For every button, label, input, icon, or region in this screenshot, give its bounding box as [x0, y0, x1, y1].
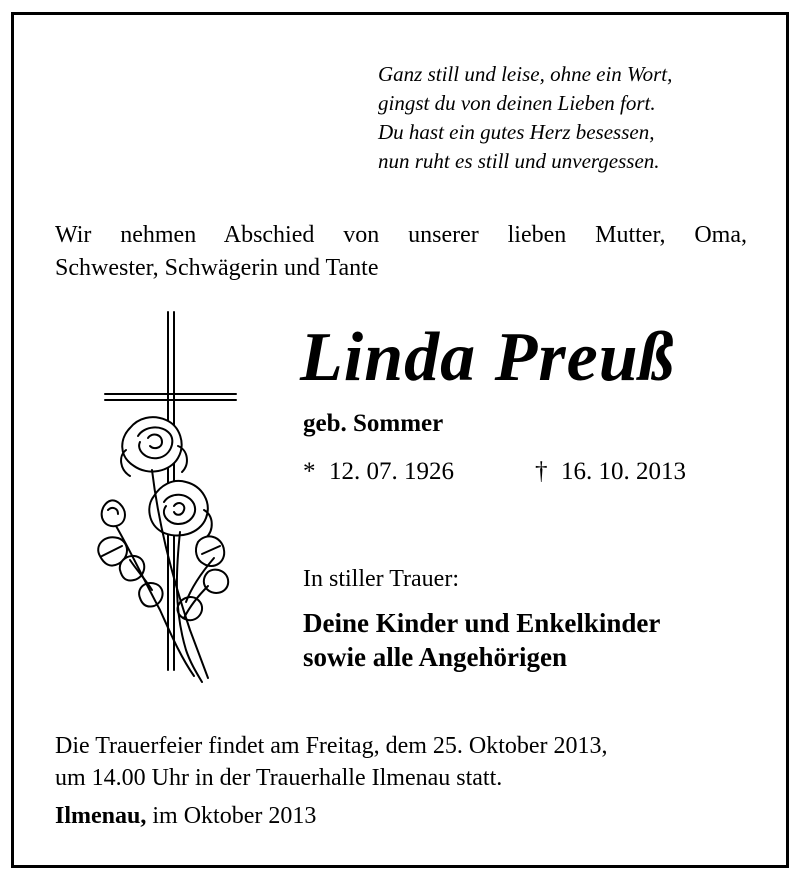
deceased-name: Linda Preuß	[300, 319, 675, 396]
mourners-line-2: sowie alle Angehörigen	[303, 642, 567, 672]
mourning-label: In stiller Trauer:	[303, 566, 459, 592]
poem	[378, 60, 778, 176]
poem-line: nun ruht es still und unvergessen.	[378, 149, 660, 173]
death-date: 16. 10. 2013	[561, 458, 686, 485]
closing-place: Ilmenau,	[55, 803, 147, 829]
farewell-intro	[55, 219, 747, 285]
poem-line: Du hast ein gutes Herz besessen,	[378, 120, 655, 144]
birth-date-group	[303, 458, 535, 486]
birth-date: 12. 07. 1926	[329, 458, 454, 485]
intro-line-1: Wir nehmen Abschied von unserer lieben Mutter, Oma,	[55, 222, 747, 248]
poem-line: gingst du von deinen Lieben fort.	[378, 91, 656, 115]
intro-line-2: Schwester, Schwägerin und Tante	[55, 255, 379, 281]
death-symbol: †	[535, 458, 548, 485]
funeral-notice	[55, 730, 608, 794]
funeral-line-1: Die Trauerfeier findet am Freitag, dem 25. Oktober 2013,	[55, 733, 608, 759]
funeral-line-2: um 14.00 Uhr in der Trauerhalle Ilmenau statt.	[55, 765, 503, 791]
life-dates	[303, 458, 686, 486]
closing-date: im Oktober 2013	[152, 803, 317, 829]
closing-line	[55, 803, 316, 830]
birth-name: geb. Sommer	[303, 410, 444, 437]
mourners-line-1: Deine Kinder und Enkelkinder	[303, 608, 661, 638]
poem-line: Ganz still und leise, ohne ein Wort,	[378, 62, 673, 86]
birth-symbol: *	[303, 458, 316, 485]
mourners	[303, 606, 660, 674]
cross-with-roses-illustration	[90, 310, 250, 690]
